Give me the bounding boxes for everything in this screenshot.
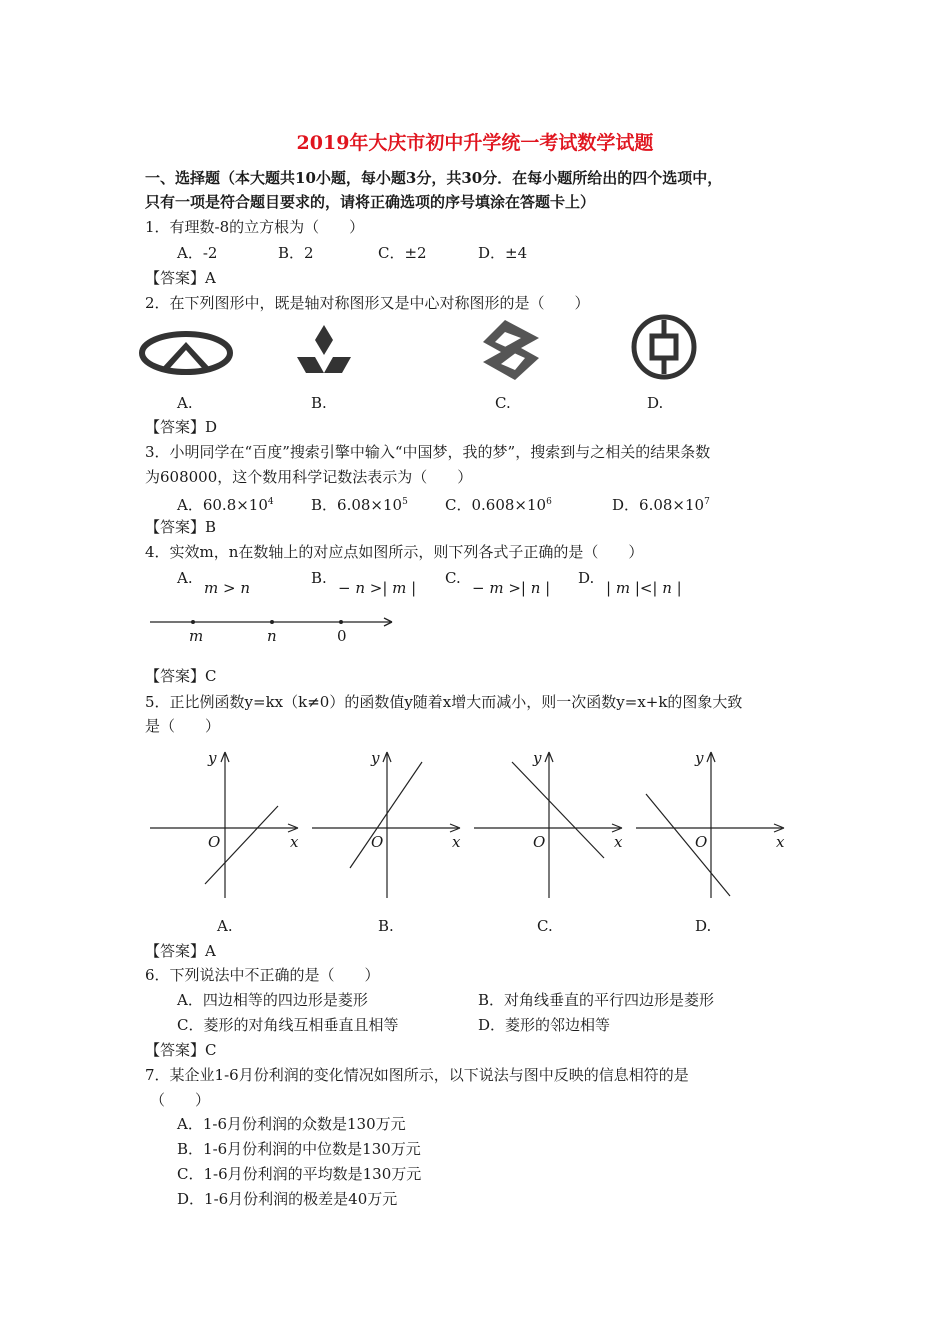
q1-option-b: B．2 xyxy=(278,244,314,262)
q7-option-c: C．1-6月份利润的平均数是130万元 xyxy=(177,1165,422,1183)
q6-option-a: A．四边相等的四边形是菱形 xyxy=(177,991,368,1009)
page-title: 2019年大庆市初中升学统一考试数学试题 xyxy=(296,132,654,154)
q5-label-a: A. xyxy=(217,917,233,935)
q5-graph-d-x-label: x xyxy=(776,833,785,851)
q3-option-b: B．$6.08\times 10^5$ xyxy=(311,496,408,514)
q1-option-c: C．±2 xyxy=(378,244,427,262)
q3-option-d: D．$6.08\times 10^7$ xyxy=(612,496,710,514)
q5-graph-b-origin-label: O xyxy=(371,833,384,851)
q5-graph-d-origin-label: O xyxy=(695,833,708,851)
q7-option-d: D．1-6月份利润的极差是40万元 xyxy=(177,1190,398,1208)
q2-label-a: A. xyxy=(177,394,193,412)
q5-label-d: D. xyxy=(695,917,712,935)
q5-graph-a-origin-label: O xyxy=(208,833,221,851)
q3-option-c: C．$0.608\times 10^6$ xyxy=(445,496,552,514)
section-heading-line2: 只有一项是符合题目要求的，请将正确选项的序号填涂在答题卡上） xyxy=(145,193,596,211)
q5-graph-b-y-label: y xyxy=(371,749,380,767)
q6-stem: 6．下列说法中不正确的是（ ） xyxy=(145,966,380,984)
section-heading-line1: 一、选择题（本大题共10小题，每小题3分，共30分．在每小题所给出的四个选项中， xyxy=(145,169,723,187)
q4-point-n xyxy=(270,620,274,624)
q2-logo-b xyxy=(293,323,355,375)
q1-answer: 【答案】A xyxy=(145,269,216,287)
q2-label-c: C. xyxy=(495,394,511,412)
q4-option-a-expr: m > n xyxy=(204,579,250,597)
q5-graph-d-y-label: y xyxy=(695,749,704,767)
q3-answer: 【答案】B xyxy=(145,518,217,536)
q4-option-c-expr: − m >| n | xyxy=(472,579,551,597)
q4-option-a-letter: A. xyxy=(177,569,193,587)
q2-stem: 2．在下列图形中，既是轴对称图形又是中心对称图形的是（ ） xyxy=(145,294,590,312)
q4-option-d-letter: D. xyxy=(578,569,595,587)
q2-label-b: B. xyxy=(311,394,327,412)
q1-option-a: A．-2 xyxy=(177,244,218,262)
q4-stem: 4．实效m，n在数轴上的对应点如图所示，则下列各式子正确的是（ ） xyxy=(145,543,644,561)
q4-option-c-letter: C. xyxy=(445,569,461,587)
q5-graph-d xyxy=(636,748,786,900)
q3-stem-line1: 3．小明同学在“百度”搜索引擎中输入“中国梦，我的梦”，搜索到与之相关的结果条数 xyxy=(145,443,711,461)
q5-label-b: B. xyxy=(378,917,394,935)
q5-graph-c-x-label: x xyxy=(614,833,623,851)
q5-graph-c-origin-label: O xyxy=(533,833,546,851)
q5-graph-b xyxy=(312,748,462,900)
q5-graph-c xyxy=(474,748,624,900)
q7-option-b: B．1-6月份利润的中位数是130万元 xyxy=(177,1140,421,1158)
q6-option-b: B．对角线垂直的平行四边形是菱形 xyxy=(478,991,715,1009)
q3-option-a: A．$60.8\times 10^4$ xyxy=(177,496,274,514)
q5-graph-a xyxy=(150,748,300,900)
q5-graph-c-y-label: y xyxy=(533,749,542,767)
q4-point-m xyxy=(191,620,195,624)
q4-option-d-expr: | m |<| n | xyxy=(606,579,682,597)
q7-stem-line2: （ ） xyxy=(150,1091,211,1109)
q5-label-c: C. xyxy=(537,917,553,935)
q5-graph-a-x-label: x xyxy=(290,833,299,851)
q2-logo-d xyxy=(631,314,697,380)
q1-stem: 1．有理数-8的立方根为（ ） xyxy=(145,218,365,236)
q5-graph-a-y-label: y xyxy=(208,749,217,767)
q6-option-d: D．菱形的邻边相等 xyxy=(478,1016,611,1034)
q6-option-c: C．菱形的对角线互相垂直且相等 xyxy=(177,1016,399,1034)
q5-graph-b-x-label: x xyxy=(452,833,461,851)
q7-stem-line1: 7．某企业1-6月份利润的变化情况如图所示，以下说法与图中反映的信息相符的是 xyxy=(145,1066,689,1084)
q1-option-d: D．±4 xyxy=(478,244,528,262)
q4-answer: 【答案】C xyxy=(145,667,217,685)
q5-stem-line1: 5．正比例函数y=kx（k≠0）的函数值y随着x增大而减小，则一次函数y=x+k的图象大致 xyxy=(145,693,743,711)
q2-answer: 【答案】D xyxy=(145,418,218,436)
q4-option-b-expr: − n >| m | xyxy=(338,579,417,597)
q2-logo-a xyxy=(140,328,232,378)
q4-axis-label-m: m xyxy=(189,627,204,645)
q4-option-b-letter: B. xyxy=(311,569,327,587)
q5-answer: 【答案】A xyxy=(145,942,216,960)
q2-logo-c xyxy=(481,318,541,382)
q4-axis-label-zero: 0 xyxy=(337,627,347,645)
q4-point-zero xyxy=(339,620,343,624)
q2-label-d: D. xyxy=(647,394,664,412)
q4-axis-label-n: n xyxy=(267,627,277,645)
q3-stem-line2: 为608000，这个数用科学记数法表示为（ ） xyxy=(145,468,473,486)
q7-option-a: A．1-6月份利润的众数是130万元 xyxy=(177,1115,406,1133)
q6-answer: 【答案】C xyxy=(145,1041,217,1059)
q5-stem-line2: 是（ ） xyxy=(145,717,221,735)
